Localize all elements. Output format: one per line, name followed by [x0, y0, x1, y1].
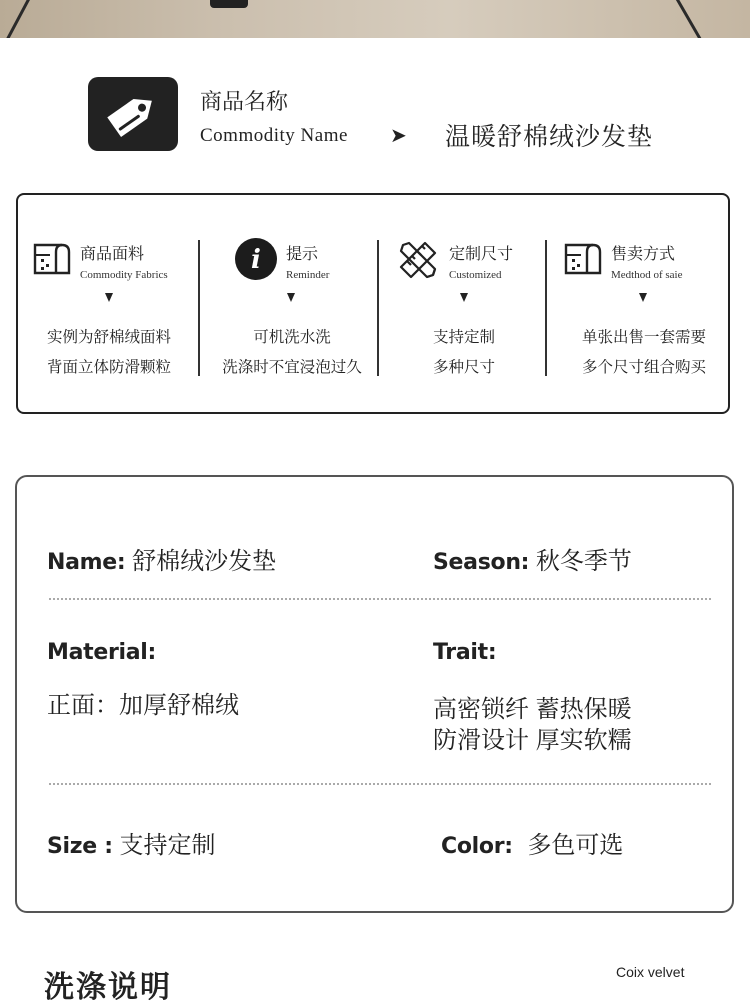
fabric-swatch-icon	[32, 239, 74, 279]
spec-size-label: Size :	[47, 834, 113, 859]
spec-trait	[433, 638, 496, 666]
info-subtitle: Reminder	[286, 269, 330, 281]
spec-color-label: Color:	[441, 834, 513, 859]
commodity-name-subtitle: Commodity Name	[200, 125, 348, 146]
photo-detail	[675, 0, 708, 38]
info-detail: 单张出售一套需要	[581, 328, 706, 346]
info-detail: 支持定制	[432, 328, 495, 346]
product-info-card	[16, 193, 730, 414]
spec-season-value: 秋冬季节	[535, 548, 632, 575]
info-detail: 实例为舒棉绒面料	[46, 328, 171, 346]
info-subtitle: Customized	[449, 269, 502, 281]
info-title: 售卖方式	[611, 244, 676, 263]
info-column-fabrics	[18, 195, 200, 416]
price-tag-icon	[88, 77, 178, 151]
spec-name	[47, 541, 276, 576]
info-title: 定制尺寸	[449, 244, 514, 263]
triangle-down-icon	[105, 293, 113, 302]
triangle-down-icon	[639, 293, 647, 302]
spec-season	[433, 541, 632, 576]
info-column-customized	[379, 195, 545, 416]
spec-name-value: 舒棉绒沙发垫	[132, 548, 277, 575]
svg-text:i: i	[251, 245, 261, 275]
triangle-down-icon	[460, 293, 468, 302]
spec-card	[15, 475, 734, 913]
info-detail: 背面立体防滑颗粒	[46, 358, 171, 376]
spec-size	[47, 825, 215, 860]
commodity-name-header	[88, 77, 708, 151]
info-title: 商品面料	[80, 244, 145, 263]
info-detail: 可机洗水洗	[253, 328, 331, 346]
dotted-divider	[49, 783, 711, 785]
info-column-reminder	[200, 195, 378, 416]
info-icon	[234, 237, 278, 281]
info-detail: 多个尺寸组合购买	[581, 358, 706, 376]
info-detail: 洗涤时不宜浸泡过久	[222, 358, 362, 376]
dotted-divider	[49, 598, 711, 600]
fabric-swatch-icon	[563, 239, 605, 279]
info-subtitle: Medthod of saie	[611, 269, 683, 281]
photo-detail	[0, 0, 31, 38]
spec-season-label: Season:	[433, 550, 530, 575]
washing-instructions-title: 洗涤说明	[44, 971, 172, 1004]
brand-label: Coix velvet	[616, 964, 685, 980]
spec-trait-line: 高密锁纤 蓄热保暖	[433, 696, 632, 723]
spec-material-label: Material:	[47, 640, 157, 665]
arrow-right-icon: ➤	[390, 125, 407, 147]
spec-trait-label: Trait:	[433, 640, 497, 665]
photo-detail	[210, 0, 248, 8]
product-photo-strip	[0, 0, 750, 38]
info-title: 提示	[286, 244, 319, 263]
ruler-pencil-icon	[395, 237, 441, 283]
info-column-sale-method	[547, 195, 730, 416]
spec-size-value: 支持定制	[119, 832, 216, 859]
triangle-down-icon	[287, 293, 295, 302]
info-subtitle: Commodity Fabrics	[80, 269, 168, 281]
spec-material-value: 正面：加厚舒棉绒	[47, 692, 239, 719]
spec-name-label: Name:	[47, 550, 126, 575]
info-detail: 多种尺寸	[432, 358, 495, 376]
spec-material	[47, 638, 156, 666]
commodity-name-title: 商品名称	[200, 90, 289, 115]
spec-trait-line: 防滑设计 厚实软糯	[433, 727, 632, 754]
spec-color-value: 多色可选	[527, 832, 624, 859]
spec-color	[441, 825, 623, 860]
commodity-name-value: 温暖舒棉绒沙发垫	[445, 122, 654, 151]
